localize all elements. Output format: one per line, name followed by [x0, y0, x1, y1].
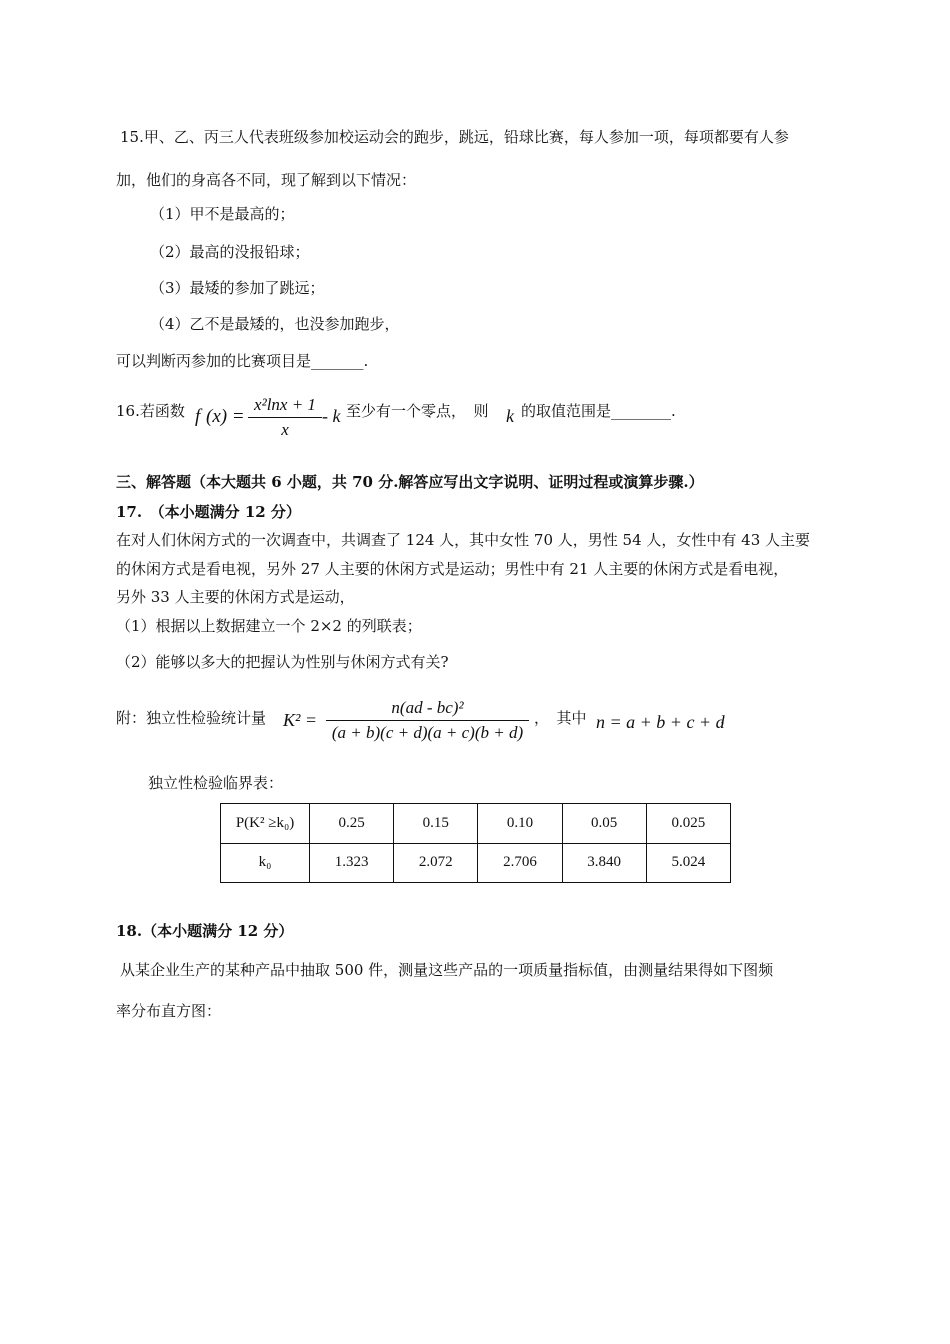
table-cell: 3.840 [562, 843, 646, 883]
table-cell: 0.10 [478, 804, 562, 844]
section3-heading: 三、解答题（本大题共 6 小题，共 70 分.解答应写出文字说明、证明过程或演算步骤.） [116, 473, 704, 491]
table-header-k0: k₀ [221, 843, 310, 883]
table-cell: 0.025 [646, 804, 730, 844]
q17-para-line-2: 的休闲方式是看电视，另外 27 人主要的休闲方式是运动；男性中有 21 人主要的休闲方式是看电视， [116, 560, 789, 578]
table-cell: 2.072 [394, 843, 478, 883]
q17-n-def: n = a + b + c + d [596, 712, 725, 732]
q18-title: 18.（本小题满分 12 分） [116, 922, 294, 940]
table-cell: 0.25 [310, 804, 394, 844]
q17-formula-denominator: (a + b)(c + d)(a + c)(b + d) [331, 723, 524, 742]
q17-task-1: （1）根据以上数据建立一个 2×2 的列联表； [116, 617, 422, 635]
q15-condition-4: （4）乙不是最矮的，也没参加跑步， [150, 315, 400, 333]
q15-condition-2: （2）最高的没报铅球； [150, 243, 310, 261]
q16-equals: = [233, 406, 244, 427]
q17-formula-fraction [326, 697, 529, 744]
table-header-probability: P(K² ≥k₀) [221, 804, 310, 844]
q17-appendix-prefix: 附：独立性检验统计量 [116, 709, 267, 727]
table-cell: 0.05 [562, 804, 646, 844]
q16-k: k [506, 406, 514, 426]
table-cell: 5.024 [646, 843, 730, 883]
q18-line2: 率分布直方图： [116, 1002, 222, 1020]
table-cell: 0.15 [394, 804, 478, 844]
q17-formula-numerator: n(ad - bc)² [391, 698, 464, 717]
q17-table-caption: 独立性检验临界表： [148, 774, 284, 792]
critical-value-table [220, 803, 731, 883]
table-row [221, 804, 731, 844]
q18-line1: 从某企业生产的某种产品中抽取 500 件，测量这些产品的一项质量指标值，由测量结果得如下图频 [120, 961, 774, 979]
q15-condition-3: （3）最矮的参加了跳远； [150, 279, 325, 297]
q16-suffix: 的取值范围是________. [521, 402, 676, 420]
q17-para-line-1: 在对人们休闲方式的一次调查中，共调查了 124 人，其中女性 70 人，男性 54 人，女性中有 43 人主要 [116, 531, 811, 549]
q15-condition-1: （1）甲不是最高的； [150, 205, 295, 223]
table-row [221, 843, 731, 883]
q17-where: ， 其中 [534, 709, 587, 727]
q17-para-line-3: 另外 33 人主要的休闲方式是运动， [116, 588, 355, 606]
q17-n-def-end: ， [720, 709, 736, 727]
q16-fraction-bar [248, 417, 322, 418]
q16-fraction [248, 394, 322, 441]
q17-task-2: （2）能够以多大的把握认为性别与休闲方式有关? [116, 653, 449, 671]
q16-denominator: x [281, 420, 289, 439]
table-cell: 2.706 [478, 843, 562, 883]
q17-formula-bar [326, 720, 529, 721]
q15-line2: 加，他们的身高各不同，现了解到以下情况： [116, 171, 417, 189]
q16-f: f [195, 406, 201, 427]
q16-middle: 至少有一个零点， 则 [346, 402, 489, 420]
q16-minus-k: - k [322, 406, 341, 426]
q16-x-paren: (x) [206, 406, 228, 427]
q15-conclusion: 可以判断丙参加的比赛项目是_______. [116, 352, 369, 370]
table-cell: 1.323 [310, 843, 394, 883]
q16-prefix: 16.若函数 [116, 402, 185, 420]
q17-title: 17. （本小题满分 12 分） [116, 503, 301, 521]
q16-numerator: x²lnx + 1 [254, 395, 316, 414]
q17-k2: K² = [283, 710, 318, 730]
q15-line1: 15.甲、乙、丙三人代表班级参加校运动会的跑步，跳远，铅球比赛，每人参加一项，每项都要有人参 [120, 128, 789, 146]
